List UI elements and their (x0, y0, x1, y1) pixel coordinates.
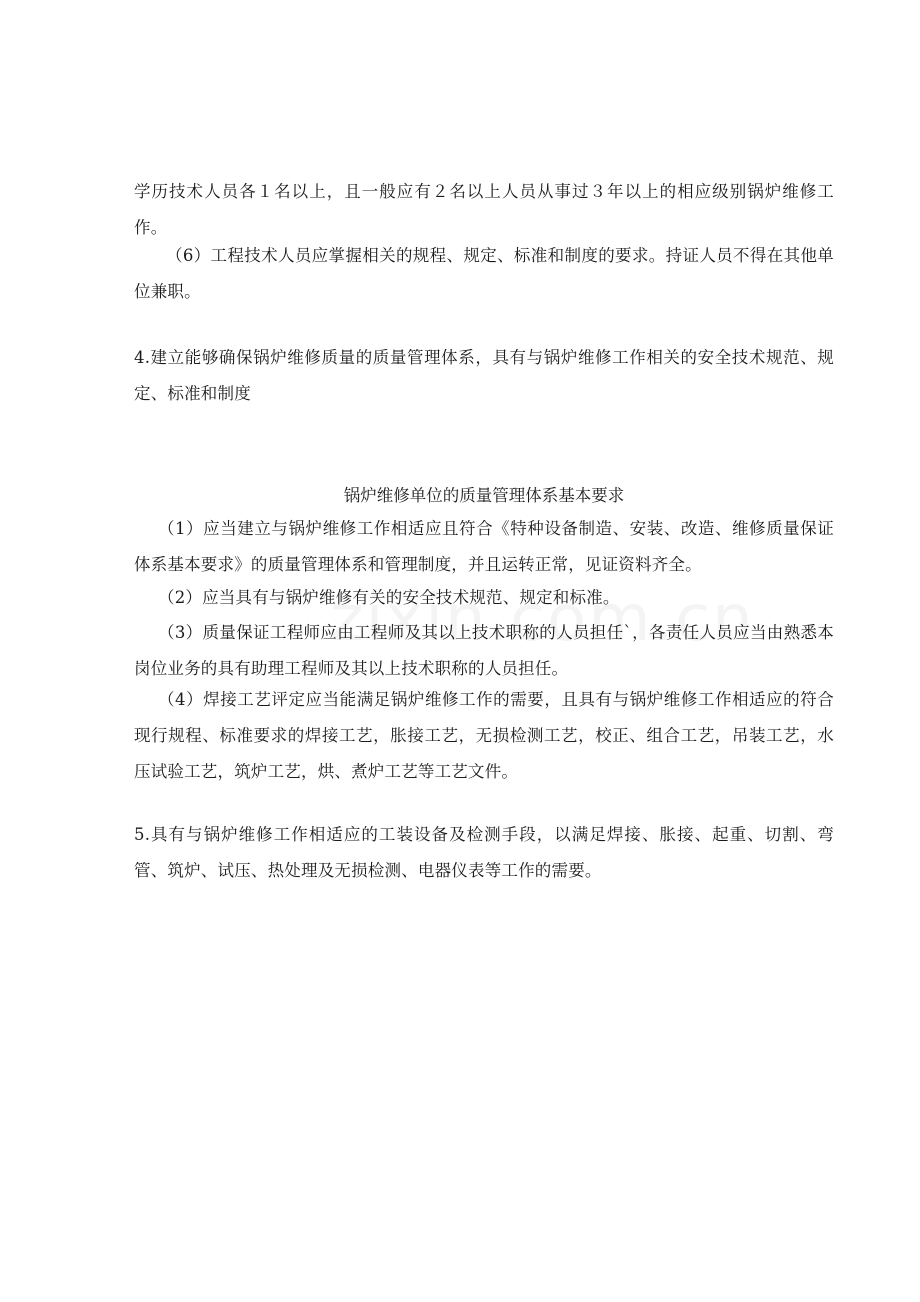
paragraph-section-5: 5.具有与锅炉维修工作相适应的工装设备及检测手段，以满足焊接、胀接、起重、切割、弯管、筑炉、试压、热处理及无损检测、电器仪表等工作的需要。 (134, 825, 834, 880)
paragraph-requirement-3: （3）质量保证工程师应由工程师及其以上技术职称的人员担任`，各责任人员应当由熟悉本岗位业务的具有助理工程师及其以上技术职称的人员担任。 (134, 623, 834, 678)
paragraph-requirement-2: （2）应当具有与锅炉维修有关的安全技术规范、规定和标准。 (158, 588, 620, 607)
paragraph-section-4: 4.建立能够确保锅炉维修质量的质量管理体系，具有与锅炉维修工作相关的安全技术规范、规定、标准和制度 (134, 348, 834, 403)
paragraph-requirement-1: （1）应当建立与锅炉维修工作相适应且符合《特种设备制造、安装、改造、维修质量保证体系基本要求》的质量管理体系和管理制度，并且运转正常，见证资料齐全。 (134, 519, 834, 574)
paragraph-item-6: （6）工程技术人员应掌握相关的规程、规定、标准和制度的要求。持证人员不得在其他单位兼职。 (134, 246, 834, 301)
paragraph-requirement-4: （4）焊接工艺评定应当能满足锅炉维修工作的需要，且具有与锅炉维修工作相适应的符合现行规程、标准要求的焊接工艺，胀接工艺，无损检测工艺，校正、组合工艺，吊装工艺，水压试验工艺，筑炉工艺，烘、煮炉工艺等工艺文件。 (134, 690, 834, 781)
paragraph-qualification-continued: 学历技术人员各１名以上，且一般应有２名以上人员从事过３年以上的相应级别锅炉维修工作。 (134, 182, 834, 237)
section-title: 锅炉维修单位的质量管理体系基本要求 (343, 486, 625, 505)
